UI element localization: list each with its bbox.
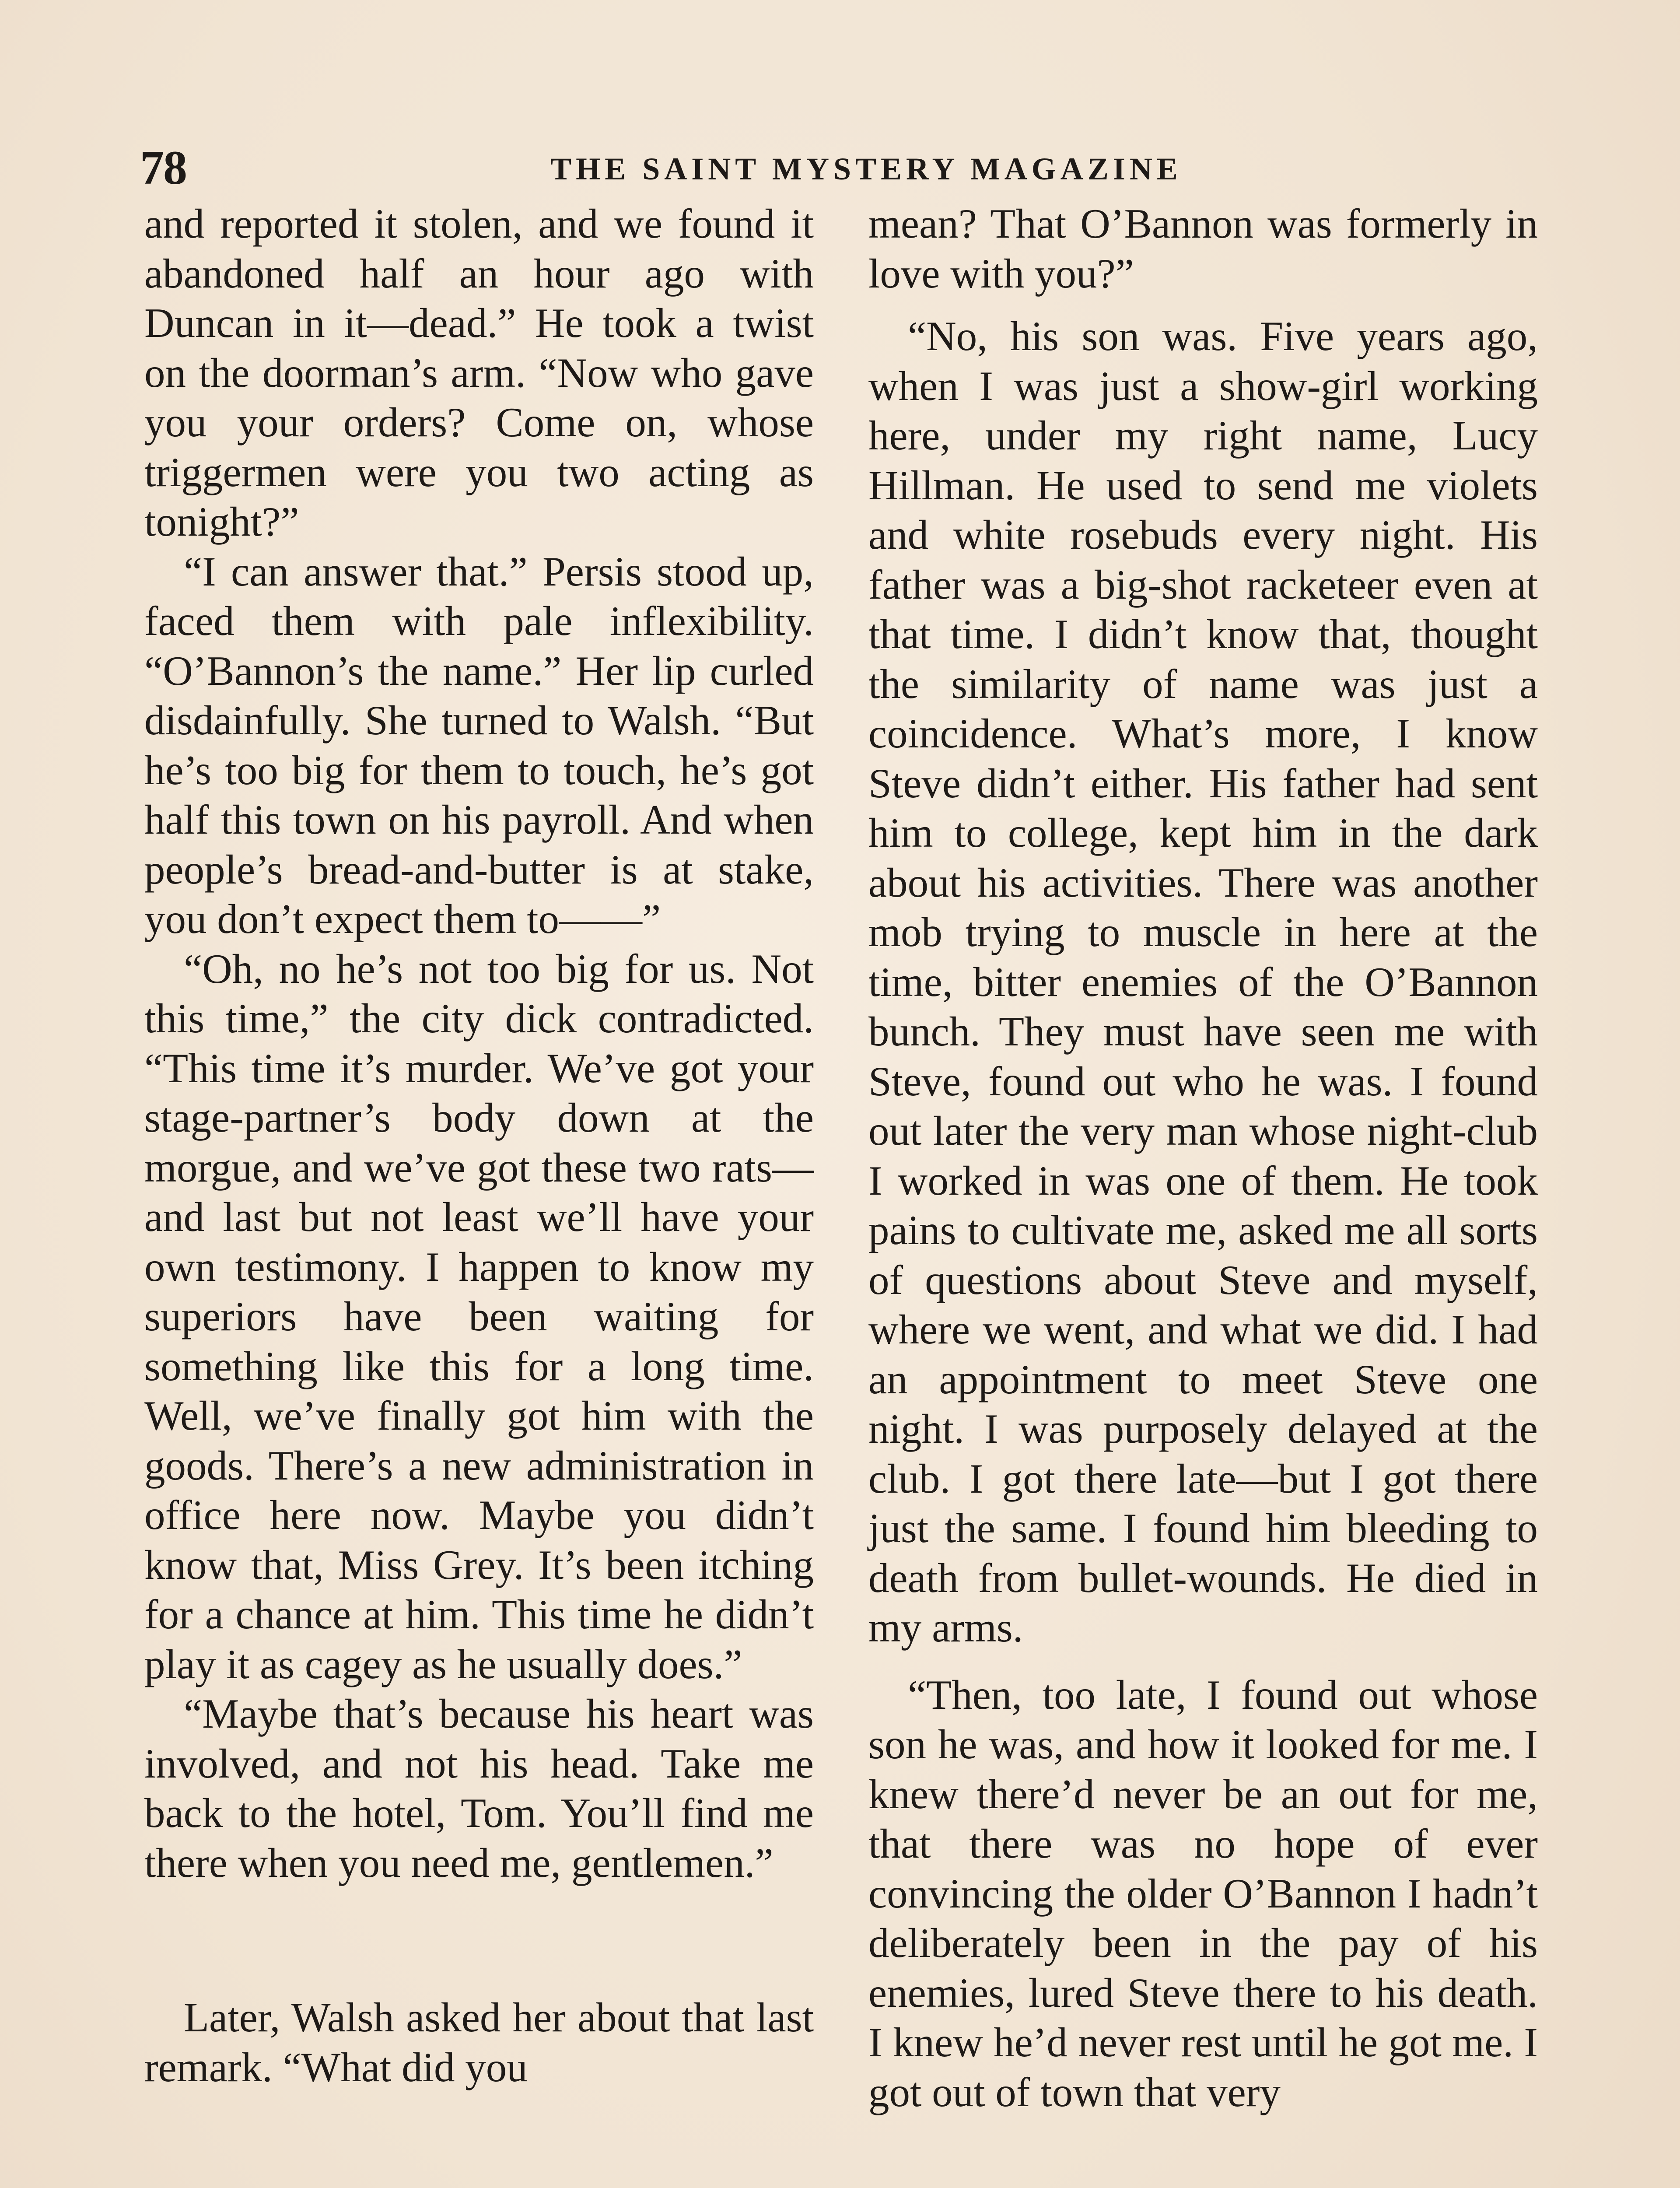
page-header: [140, 131, 1540, 197]
running-head: THE SAINT MYSTERY MAGAZINE: [550, 151, 1182, 186]
paragraph: and reported it stolen, and we found it abandoned half an hour ago with Duncan in it—dead.” He took a twist on the doorman’s arm. “Now who gave you your orders? Come on, whose triggermen were you two acting as tonight?”: [144, 200, 814, 545]
paragraph: Later, Walsh asked her about that last remark. “What did you: [144, 1994, 814, 2090]
paragraph: mean? That O’Bannon was formerly in love with you?”: [868, 200, 1538, 297]
left-column: [144, 199, 814, 2092]
paragraph: “I can answer that.” Persis stood up, faced them with pale inflexibility. “O’Bannon’s the name.” Her lip curled disdainfully. She turned to Walsh. “But he’s too big for them to touch, he’s got half this town on his payroll. And when people’s bread-and-butter is at stake, you don’t expect them to——”: [144, 548, 814, 942]
paragraph: “No, his son was. Five years ago, when I was just a show-girl working here, under my right name, Lucy Hillman. He used to send me violets and white rosebuds every night. His father was a big-shot racketeer even at that time. I didn’t know that, thought the similarity of name was just a coincidence. What’s more, I know Steve didn’t either. His father had sent him to college, kept him in the dark about his activities. There was another mob trying to muscle in here at the time, bitter enemies of the O’Bannon bunch. They must have seen me with Steve, found out who he was. I found out later the very man whose night-club I worked in was one of them. He took pains to cultivate me, asked me all sorts of questions about Steve and myself, where we went, and what we did. I had an appointment to meet Steve one night. I was purposely delayed at the club. I got there late—but I got there just the same. I found him bleeding to death from bullet-wounds. He died in my arms.: [868, 313, 1538, 1651]
page-number: 78: [140, 141, 186, 194]
paragraph: “Then, too late, I found out whose son he was, and how it looked for me. I knew there’d never be an out for me, that there was no hope of ever convincing the older O’Bannon I hadn’t deliberately been in the pay of his enemies, lured Steve there to his death. I knew he’d never rest until he got me. I got out of town that very: [868, 1671, 1538, 2115]
paragraph: “Maybe that’s because his heart was involved, and not his head. Take me back to the hotel, Tom. You’ll find me there when you need me, gentlemen.”: [144, 1690, 814, 1886]
right-column: [868, 199, 1538, 2117]
paragraph: “Oh, no he’s not too big for us. Not this time,” the city dick contradicted. “This time it’s murder. We’ve got your stage-partner’s body down at the morgue, and we’ve got these two rats—and last but not least we’ll have your own testimony. I happen to know my superiors have been waiting for something like this for a long time. Well, we’ve finally got him with the goods. There’s a new administration in office here now. Maybe you didn’t know that, Miss Grey. It’s been itching for a chance at him. This time he didn’t play it as cagey as he usually does.”: [144, 945, 814, 1687]
